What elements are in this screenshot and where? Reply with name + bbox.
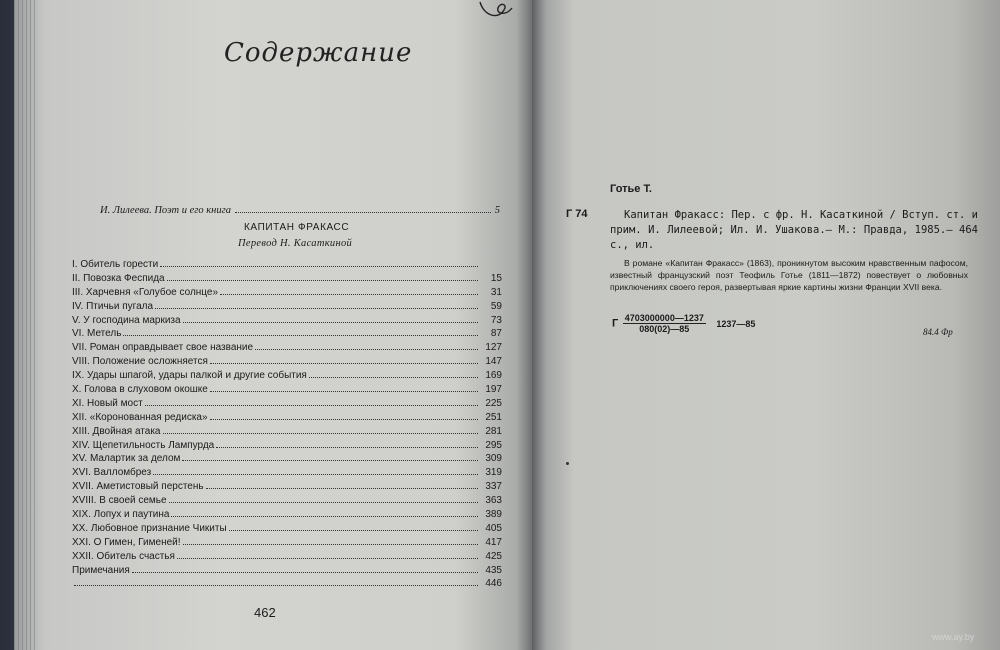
- toc-entry-label: IX. Удары шпагой, удары палкой и другие события: [72, 370, 307, 382]
- toc-entry: [72, 536, 502, 550]
- toc-leader: [145, 405, 478, 406]
- toc-entry-page: 15: [490, 272, 502, 284]
- catalog-author: Готье Т.: [610, 183, 652, 195]
- toc-leader: [74, 585, 478, 586]
- toc-entry: [72, 480, 502, 494]
- toc-entry: [72, 286, 502, 300]
- toc-intro-page: 5: [494, 205, 500, 216]
- toc-entry: [72, 272, 502, 286]
- toc-leader: [220, 294, 478, 295]
- toc-entry-page: 435: [485, 564, 502, 576]
- toc-leader: [206, 488, 478, 489]
- translator-credit: Перевод Н. Касаткиной: [238, 238, 353, 249]
- toc-entry-page: 446: [485, 578, 502, 590]
- toc-entry-page: 363: [485, 495, 502, 507]
- toc-entry-page: 87: [490, 328, 502, 340]
- toc-entry-label: XIV. Щепетильность Лампурда: [72, 439, 215, 451]
- toc-entry-label: I. Обитель горести: [72, 259, 159, 270]
- toc-entry-label: VIII. Положение осложняется: [72, 356, 208, 368]
- bibliographic-record: Капитан Фракасс: Пер. с фр. Н. Касаткиной / Вступ. ст. и прим. И. Лилеевой; Ил. И. Ушакова.— М.: Правда, 1985.— 464 с., ил.: [610, 209, 979, 251]
- toc-leader: [229, 530, 478, 531]
- toc-entry: [72, 314, 502, 328]
- toc-entry: [72, 452, 502, 466]
- toc-leader: [169, 502, 478, 503]
- toc-leader: [163, 433, 479, 434]
- toc-entry: [72, 355, 502, 369]
- catalog-index-code: Г 74: [566, 208, 588, 220]
- toc-entry-page: 425: [485, 550, 502, 562]
- toc-entry: [72, 564, 502, 578]
- toc-entry-label: XIII. Двойная атака: [72, 425, 161, 437]
- table-of-contents: [72, 258, 502, 591]
- toc-leader: [132, 572, 478, 573]
- toc-entry-page: 251: [485, 411, 502, 423]
- toc-entry-page: 197: [485, 384, 502, 396]
- toc-leader: [235, 212, 491, 213]
- toc-entry-label: XVI. Валломбрез: [72, 467, 152, 479]
- page-heading: Содержание: [224, 38, 413, 68]
- toc-entry-page: 417: [485, 536, 502, 548]
- toc-leader: [171, 516, 478, 517]
- toc-intro-entry: [100, 205, 500, 216]
- toc-entry-page: 309: [485, 453, 502, 465]
- toc-entry-label: XI. Новый мост: [72, 397, 143, 409]
- toc-entry-page: 295: [485, 439, 502, 451]
- toc-entry: [72, 369, 502, 383]
- toc-leader: [255, 349, 478, 350]
- toc-entry: [72, 439, 502, 453]
- code-fraction: [623, 313, 706, 334]
- toc-entry-page: 147: [485, 356, 502, 368]
- toc-leader: [309, 377, 478, 378]
- toc-entry-page: 59: [490, 300, 502, 312]
- toc-entry: [72, 327, 502, 341]
- code-denominator: 080(02)—85: [639, 324, 690, 334]
- toc-entry: [72, 383, 502, 397]
- toc-entry: [72, 522, 502, 536]
- toc-entry-label: XXI. О Гимен, Гименей!: [72, 536, 181, 548]
- toc-entry: [72, 258, 502, 272]
- toc-entry-page: 73: [490, 314, 502, 326]
- toc-entry-page: 169: [485, 370, 502, 382]
- code-letter: Г: [612, 317, 619, 330]
- toc-entry-label: XVIII. В своей семье: [72, 495, 167, 507]
- toc-entry: [72, 341, 502, 355]
- bbk-code: 84.4 Фр: [923, 327, 953, 337]
- ink-dot: [566, 462, 569, 465]
- toc-leader: [183, 322, 478, 323]
- page-number: 462: [254, 605, 276, 620]
- page-edges: [14, 0, 36, 650]
- toc-entry-label: XII. «Коронованная редиска»: [72, 411, 208, 423]
- toc-entry: [72, 300, 502, 314]
- toc-leader: [160, 266, 478, 267]
- toc-leader: [183, 544, 478, 545]
- toc-entry: [72, 494, 502, 508]
- toc-leader: [123, 335, 478, 336]
- toc-leader: [216, 447, 478, 448]
- toc-leader: [210, 419, 478, 420]
- toc-entry: [72, 508, 502, 522]
- toc-leader: [153, 474, 478, 475]
- right-page: [532, 0, 1000, 650]
- toc-entry-label: Примечания: [72, 564, 130, 576]
- toc-entry-page: 389: [485, 509, 502, 521]
- toc-leader: [210, 363, 478, 364]
- toc-entry: [72, 397, 502, 411]
- toc-entry-page: 31: [490, 286, 502, 298]
- toc-entry-label: XXII. Обитель счастья: [72, 550, 175, 562]
- toc-entry: [72, 550, 502, 564]
- toc-entry-label: V. У господина маркиза: [72, 314, 181, 326]
- toc-entry-label: XV. Малартик за делом: [72, 453, 181, 465]
- toc-leader: [155, 308, 478, 309]
- toc-entry-page: 127: [485, 342, 502, 354]
- toc-entry: [72, 577, 502, 591]
- classification-code: [612, 313, 755, 334]
- toc-entry: [72, 425, 502, 439]
- toc-intro-label: И. Лилеева. Поэт и его книга: [100, 205, 231, 216]
- toc-entry-label: VII. Роман оправдывает свое название: [72, 342, 254, 354]
- toc-entry-label: VI. Метель: [72, 328, 122, 340]
- toc-entry-label: XX. Любовное признание Чикиты: [72, 522, 227, 534]
- toc-entry-label: X. Голова в слуховом окошке: [72, 384, 208, 396]
- toc-leader: [177, 558, 478, 559]
- watermark: www.ay.by: [932, 632, 975, 642]
- toc-entry-label: III. Харчевня «Голубое солнце»: [72, 286, 219, 298]
- annotation-text: В романе «Капитан Фракасс» (1863), проникнутом высоким нравственным пафосом, известный французский поэт Теофиль Готье (1811—1872) повествует о любовных приключениях своего героя, развертывая яркие картины жизни Франции XVII века.: [610, 258, 968, 293]
- toc-entry-label: XIX. Лопух и паутина: [72, 509, 170, 521]
- toc-entry-page: 319: [485, 467, 502, 479]
- toc-leader: [210, 391, 478, 392]
- toc-entry-page: 281: [485, 425, 502, 437]
- toc-leader: [167, 280, 478, 281]
- code-tail: 1237—85: [716, 318, 756, 329]
- toc-entry: [72, 411, 502, 425]
- toc-entry-label: XVII. Аметистовый перстень: [72, 481, 204, 493]
- part-title: КАПИТАН ФРАКАСС: [244, 222, 350, 233]
- toc-entry-label: IV. Птичьи пугала: [72, 300, 154, 312]
- code-numerator: 4703000000—1237: [624, 313, 704, 323]
- toc-leader: [182, 460, 478, 461]
- toc-entry-label: II. Повозка Феспида: [72, 272, 165, 284]
- flourish-ornament: [476, 0, 516, 22]
- left-page: [14, 0, 532, 650]
- toc-entry-page: 225: [485, 397, 502, 409]
- toc-entry-page: 337: [485, 481, 502, 493]
- toc-entry-page: 405: [485, 522, 502, 534]
- toc-entry: [72, 466, 502, 480]
